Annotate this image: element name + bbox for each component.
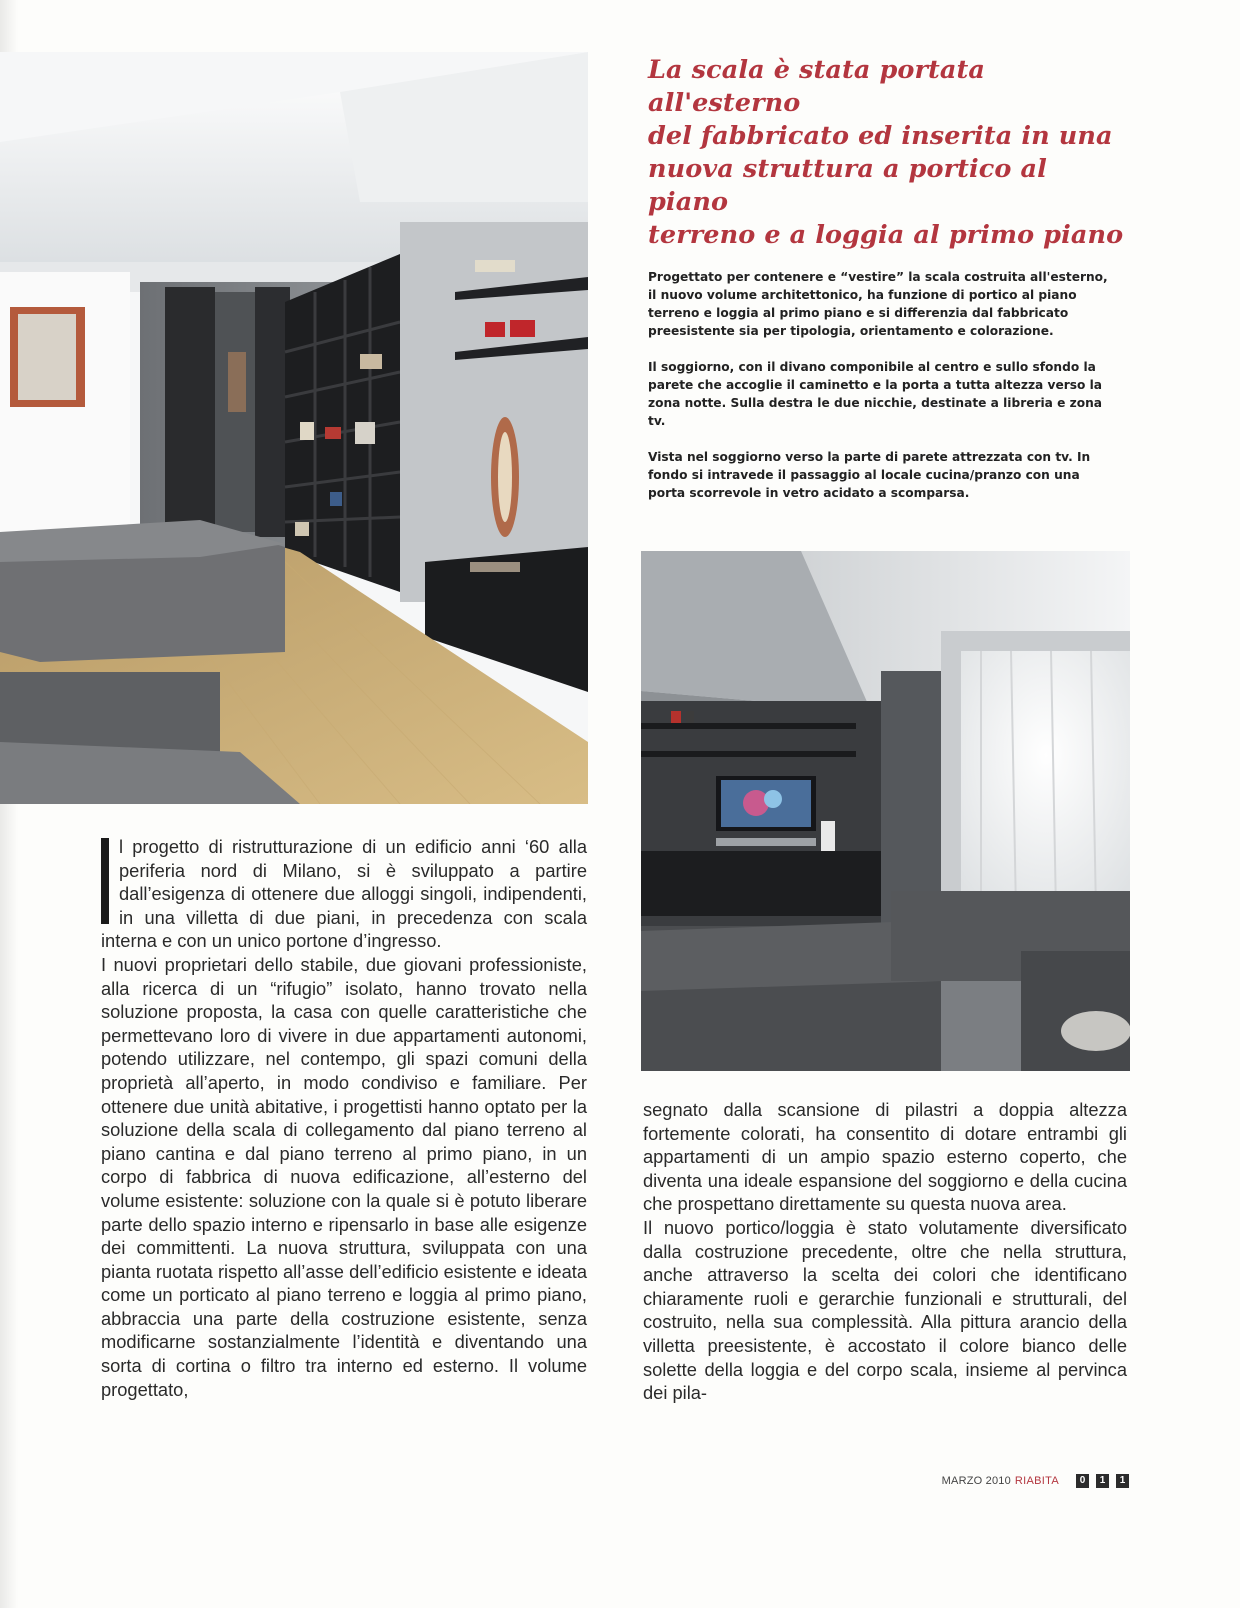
pull-quote — [648, 54, 1128, 252]
drop-cap-bar — [101, 838, 109, 924]
pull-quote-line: del fabbricato ed inserita in una — [648, 121, 1113, 151]
pull-quote-line: nuova struttura a portico al piano — [648, 154, 1047, 217]
body-paragraph — [101, 835, 587, 953]
page-number-digit: 1 — [1096, 1474, 1109, 1488]
body-paragraph: segnato dalla scansione di pilastri a doppia altezza fortemente colorati, ha consentito di dotare entrambi gli appartamenti di un ampio spazio esterno coperto, che diventa una ideale espansione del soggiorno e della cucina che prospettano direttamente su questa nuova area. — [643, 1099, 1127, 1215]
body-paragraph: I nuovi proprietari dello stabile, due giovani professioniste, alla ricerca di un “rifugio” isolato, hanno trovato nella soluzione proposta, la casa con quelle caratteristiche che permettevano loro di vivere in due appartamenti autonomi, potendo utilizzare, nel contempo, gli spazi comuni della proprietà all’aperto, in modo condiviso e familiare. Per ottenere due unità abitative, i progettisti hanno optato per la soluzione della scala di collegamento dal piano terreno al piano cantina e dal piano terreno al primo piano, in un corpo di fabbrica di nuova edificazione, all’esterno del volume esistente: soluzione con la quale si è potuto liberare parte dello spazio interno e ripensarlo in base alle esigenze dei committenti. La nuova struttura, sviluppata con una pianta ruotata rispetto all’asse dell’edificio esistente e ideata come un porticato al piano terreno e loggia al primo piano, abbraccia una parte della costruzione esistente, senza modificarne sostanzialmente l’identità e diventando una sorta di cortina o filtro tra interno ed esterno. Il volume progettato, — [101, 953, 587, 1400]
tv-wall-photo — [641, 551, 1130, 1071]
caption-tv-wall: Vista nel soggiorno verso la parte di parete attrezzata con tv. In fondo si intravede il passaggio al locale cucina/pranzo con una porta scorrevole in vetro acidato a scomparsa. — [648, 450, 1091, 500]
caption-volume: Progettato per contenere e “vestire” la scala costruita all'esterno, il nuovo volume architettonico, ha funzione di portico al piano terreno e loggia al primo piano e si differenzia dal fabbricato preesistente sia per tipologia, orientamento e colorazione. — [648, 270, 1108, 338]
page-number-digit: 1 — [1116, 1474, 1129, 1488]
caption-living-room: Il soggiorno, con il divano componibile al centro e sullo sfondo la parete che accoglie il caminetto e la porta a tutta altezza verso la zona notte. Sulla destra le due nicchie, destinate a libreria e zona tv. — [648, 360, 1103, 428]
living-room-bookcase-photo — [0, 52, 588, 804]
body-paragraph-text: l progetto di ristrutturazione di un edificio anni ‘60 alla periferia nord di Milano, si è sviluppato a partire dall’esigenza di ottenere due alloggi singoli, indipendenti, in una villetta di due piani, in precedenza con scala interna e con un unico portone d’ingresso. — [101, 836, 587, 952]
page-number-digit: 0 — [1076, 1474, 1089, 1488]
pull-quote-line: La scala è stata portata all'esterno — [648, 55, 986, 118]
issue-date: MARZO 2010 — [941, 1475, 1011, 1487]
body-column-left — [101, 835, 587, 1401]
magazine-name: RIABITA — [1014, 1475, 1059, 1487]
pull-quote-line: terreno e a loggia al primo piano — [648, 220, 1124, 250]
body-column-right — [643, 1098, 1127, 1405]
page-footer — [942, 1474, 1129, 1488]
photo-captions — [648, 268, 1118, 520]
body-paragraph: Il nuovo portico/loggia è stato volutamente diversificato dalla costruzione precedente, oltre che nella struttura, anche attraverso la scelta dei colori che identificano chiaramente ruoli e gerarchie funzionali e strutturali, del costruito, nella sua complessità. Alla pittura arancio della villetta preesistente, è accostato il colore bianco delle solette della loggia e del corpo scala, insieme al pervinca dei pila- — [643, 1216, 1127, 1404]
